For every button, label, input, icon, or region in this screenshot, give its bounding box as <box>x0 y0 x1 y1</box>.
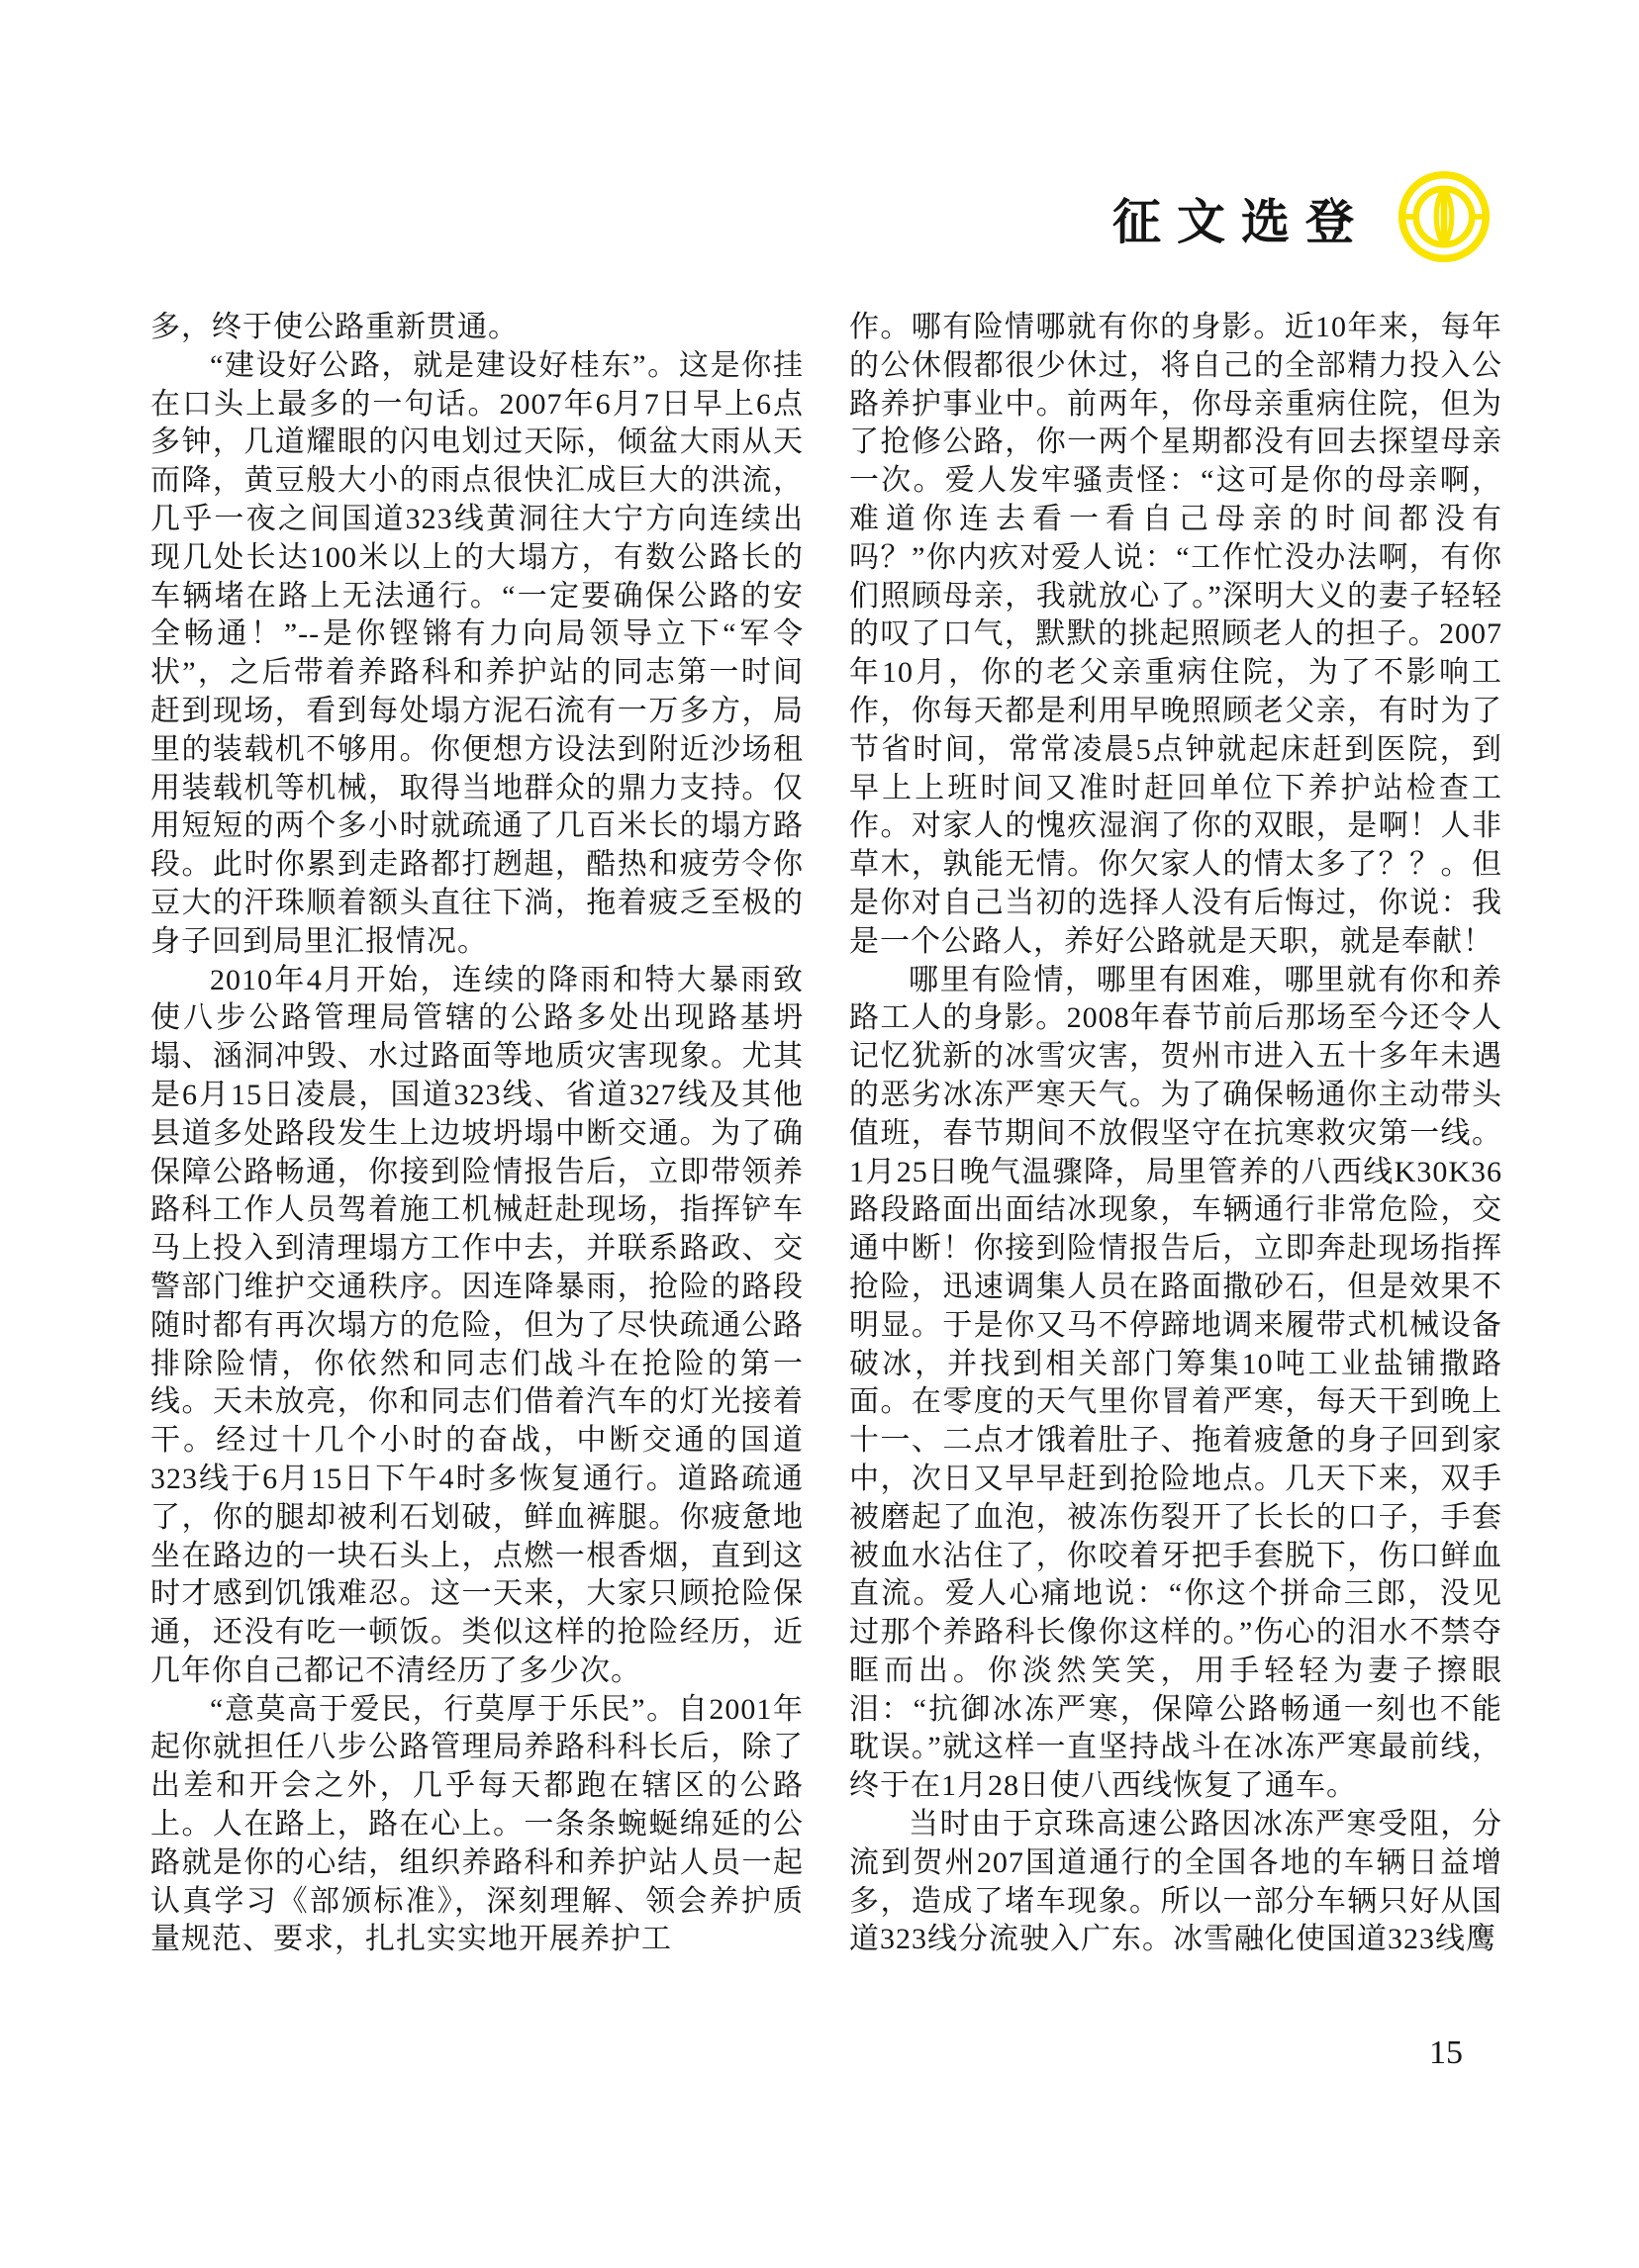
trade-union-logo-icon <box>1398 170 1491 263</box>
paragraph: 作。哪有险情哪就有你的身影。近10年来，每年的公休假都很少休过，将自己的全部精力投入公路养护事业中。前两年，你母亲重病住院，但为了抢修公路，你一两个星期都没有回去探望母亲一次。爱人发牢骚责怪：“这可是你的母亲啊，难道你连去看一看自己母亲的时间都没有吗？”你内疚对爱人说：“工作忙没办法啊，有你们照顾母亲，我就放心了。”深明大义的妻子轻轻的叹了口气，默默的挑起照顾老人的担子。2007年10月，你的老父亲重病住院，为了不影响工作，你每天都是利用早晚照顾老父亲，有时为了节省时间，常常凌晨5点钟就起床赶到医院，到早上上班时间又准时赶回单位下养护站检查工作。对家人的愧疚湿润了你的双眼，是啊！人非草木，孰能无情。你欠家人的情太多了？？。但是你对自己当初的选择人没有后悔过，你说：我是一个公路人，养好公路就是天职，就是奉献！ <box>849 311 1502 958</box>
paragraph: “建设好公路，就是建设好桂东”。这是你挂在口头上最多的一句话。2007年6月7日早上6点多钟，几道耀眼的闪电划过天际，倾盆大雨从天而降，黄豆般大小的雨点很快汇成巨大的洪流，几乎一夜之间国道323线黄洞往大宁方向连续出现几处长达100米以上的大塌方，有数公路长的车辆堵在路上无法通行。“一定要确保公路的安全畅通！”--是你铿锵有力向局领导立下“军令状”，之后带着养路科和养护站的同志第一时间赶到现场，看到每处塌方泥石流有一万多方，局里的装载机不够用。你便想方设法到附近沙场租用装载机等机械，取得当地群众的鼎力支持。仅用短短的两个多小时就疏通了几百米长的塌方路段。此时你累到走路都打趔趄，酷热和疲劳令你豆大的汗珠顺着额头直往下淌，拖着疲乏至极的身子回到局里汇报情况。 <box>150 348 804 958</box>
page-number: 15 <box>1429 2034 1463 2071</box>
paragraph: 哪里有险情，哪里有困难，哪里就有你和养路工人的身影。2008年春节前后那场至今还令人记忆犹新的冰雪灾害，贺州市进入五十多年未遇的恶劣冰冻严寒天气。为了确保畅通你主动带头值班，春节期间不放假坚守在抗寒救灾第一线。1月25日晚气温骤降，局里管养的八西线K30K36路段路面出面结冰现象，车辆通行非常危险，交通中断！你接到险情报告后，立即奔赴现场指挥抢险，迅速调集人员在路面撒砂石，但是效果不明显。于是你又马不停蹄地调来履带式机械设备破冰，并找到相关部门筹集10吨工业盐铺撒路面。在零度的天气里你冒着严寒，每天干到晚上十一、二点才饿着肚子、拖着疲惫的身子回到家中，次日又早早赶到抢险地点。几天下来，双手被磨起了血泡，被冻伤裂开了长长的口子，手套被血水沾住了，你咬着牙把手套脱下，伤口鲜血直流。爱人心痛地说：“你这个拼命三郎，没见过那个养路科长像你这样的。”伤心的泪水不禁夺眶而出。你淡然笑笑，用手轻轻为妻子擦眼泪：“抗御冰冻严寒，保障公路畅通一刻也不能耽误。”就这样一直坚持战斗在冰冻严寒最前线，终于在1月28日使八西线恢复了通车。 <box>849 963 1502 1803</box>
text-column-right <box>849 309 1502 1959</box>
paragraph: 2010年4月开始，连续的降雨和特大暴雨致使八步公路管理局管辖的公路多处出现路基坍塌、涵洞冲毁、水过路面等地质灾害现象。尤其是6月15日凌晨，国道323线、省道327线及其他县道多处路段发生上边坡坍塌中断交通。为了确保障公路畅通，你接到险情报告后，立即带领养路科工作人员驾着施工机械赶赴现场，指挥铲车马上投入到清理塌方工作中去，并联系路政、交警部门维护交通秩序。因连降暴雨，抢险的路段随时都有再次塌方的危险，但为了尽快疏通公路排除险情，你依然和同志们战斗在抢险的第一线。天未放亮，你和同志们借着汽车的灯光接着干。经过十几个小时的奋战，中断交通的国道323线于6月15日下午4时多恢复通行。道路疏通了，你的腿却被利石划破，鲜血裤腿。你疲惫地坐在路边的一块石头上，点燃一根香烟，直到这时才感到饥饿难忍。这一天来，大家只顾抢险保通，还没有吃一顿饭。类似这样的抢险经历，近几年你自己都记不清经历了多少次。 <box>150 963 804 1687</box>
section-title: 征文选登 <box>1111 195 1370 249</box>
text-column-left <box>150 309 804 1959</box>
paragraph: 当时由于京珠高速公路因冰冻严寒受阻，分流到贺州207国道通行的全国各地的车辆日益增多，造成了堵车现象。所以一部分车辆只好从国道323线分流驶入广东。冰雪融化使国道323线鹰 <box>849 1808 1502 1956</box>
paragraph: “意莫高于爱民，行莫厚于乐民”。自2001年起你就担任八步公路管理局养路科科长后，除了出差和开会之外，几乎每天都跑在辖区的公路上。人在路上，路在心上。一条条蜿蜒绵延的公路就是你的心结，组织养路科和养护站人员一起认真学习《部颁标准》，深刻理解、领会养护质量规范、要求，扎扎实实地开展养护工 <box>150 1692 804 1956</box>
paragraph: 多，终于使公路重新贯通。 <box>150 311 519 343</box>
